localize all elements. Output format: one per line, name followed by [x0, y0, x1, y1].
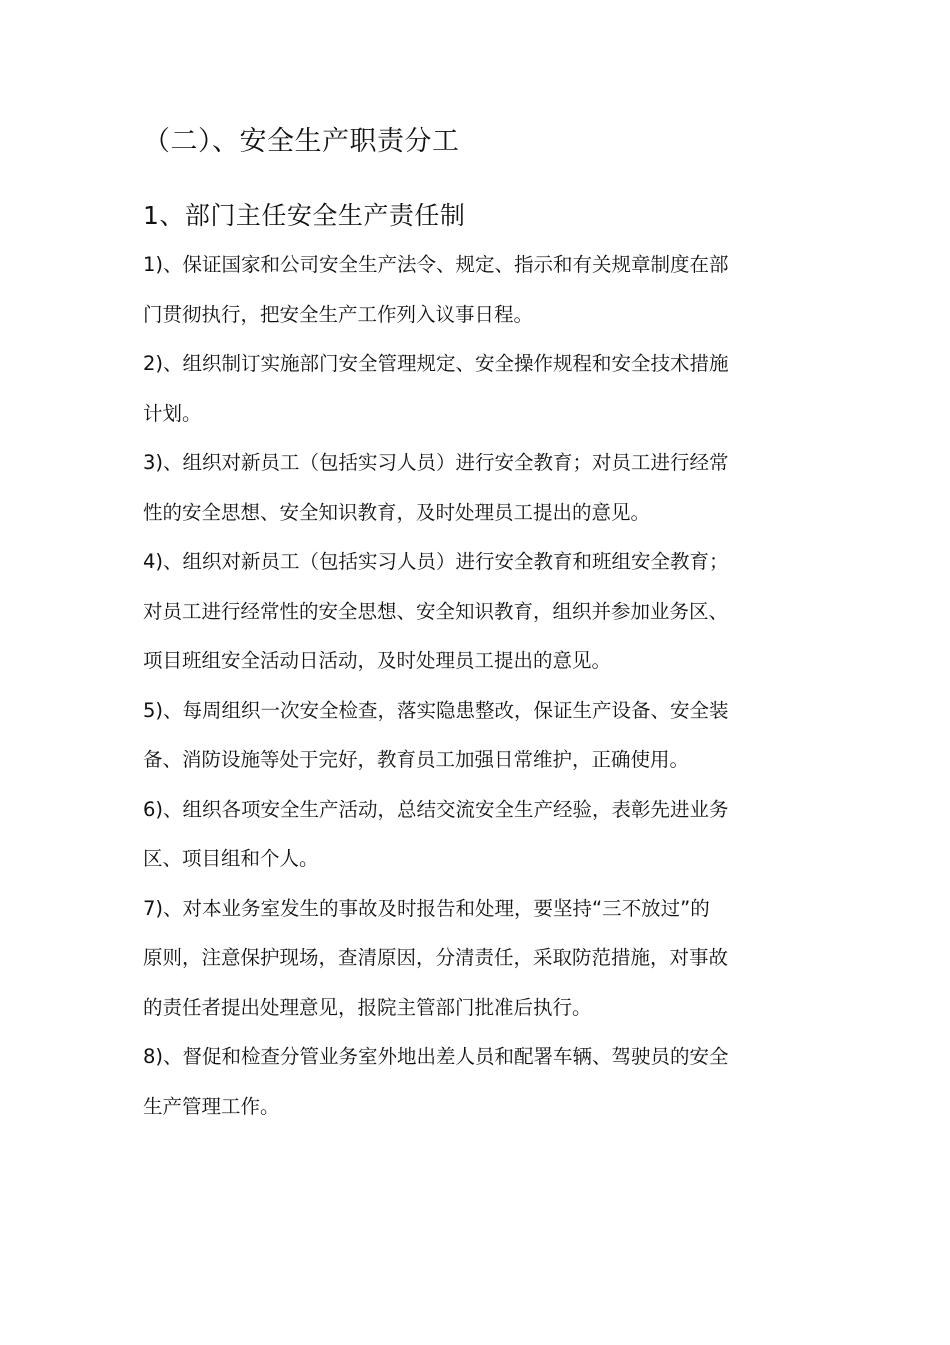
item-line: 备、消防设施等处于完好，教育员工加强日常维护，正确使用。 [143, 748, 690, 771]
item-line: 项目班组安全活动日活动，及时处理员工提出的意见。 [143, 649, 612, 672]
list-item [143, 339, 783, 438]
sub-title: 1、部门主任安全生产责任制 [143, 201, 466, 230]
item-line: 4)、组织对新员工（包括实习人员）进行安全教育和班组安全教育； [143, 550, 729, 573]
item-line: 生产管理工作。 [143, 1094, 280, 1118]
item-line: 2)、组织制订实施部门安全管理规定、安全操作规程和安全技术措施 [143, 352, 729, 375]
item-line: 对员工进行经常性的安全思想、安全知识教育，组织并参加业务区、 [143, 599, 729, 623]
item-line: 门贯彻执行，把安全生产工作列入议事日程。 [143, 302, 534, 326]
item-line: 原则，注意保护现场，查清原因，分清责任，采取防范措施，对事故 [143, 946, 729, 969]
item-line: 计划。 [143, 401, 202, 425]
item-line: 3)、组织对新员工（包括实习人员）进行安全教育；对员工进行经常 [143, 451, 729, 474]
list-item [143, 884, 783, 1033]
item-line: 7)、对本业务室发生的事故及时报告和处理，要坚持“三不放过”的 [143, 896, 710, 920]
list-item [143, 1032, 783, 1131]
item-line: 8)、督促和检查分管业务室外地出差人员和配署车辆、驾驶员的安全 [143, 1045, 729, 1068]
item-line: 区、项目组和个人。 [143, 847, 319, 870]
list-item [143, 438, 783, 537]
item-line: 性的安全思想、安全知识教育，及时处理员工提出的意见。 [143, 500, 651, 524]
item-line: 1)、保证国家和公司安全生产法令、规定、指示和有关规章制度在部 [143, 253, 729, 276]
section-title: （二）、安全生产职责分工 [143, 126, 460, 157]
item-line: 6)、组织各项安全生产活动，总结交流安全生产经验，表彰先进业务 [143, 797, 729, 821]
item-line: 的责任者提出处理意见，报院主管部门批准后执行。 [143, 995, 592, 1019]
list-item [143, 785, 783, 884]
item-line: 5)、每周组织一次安全检查，落实隐患整改，保证生产设备、安全装 [143, 698, 729, 722]
list-item [143, 240, 783, 339]
responsibility-list [143, 240, 783, 1131]
list-item [143, 686, 783, 785]
list-item [143, 537, 783, 686]
